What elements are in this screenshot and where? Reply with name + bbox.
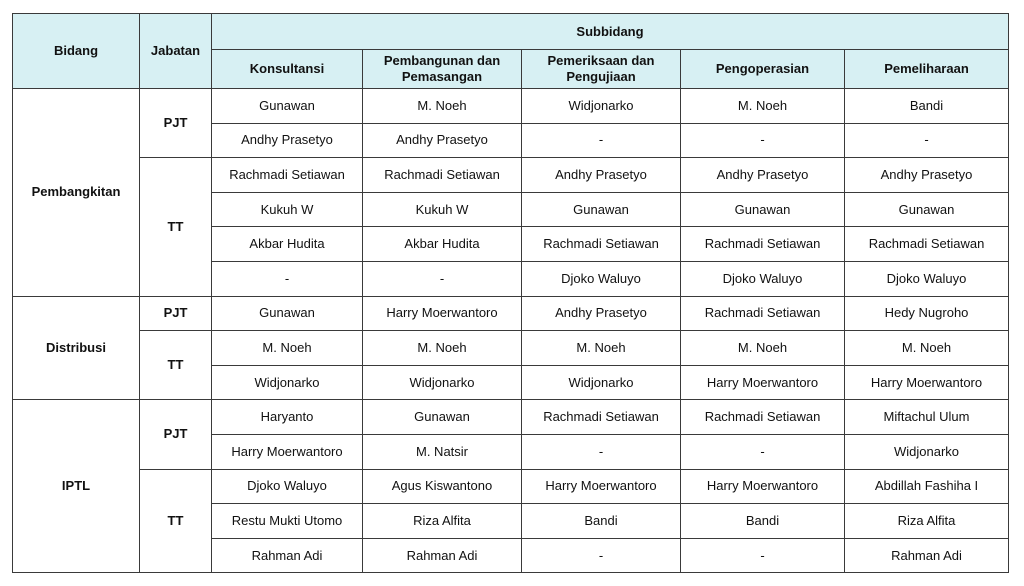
name-cell: Rahman Adi (363, 538, 522, 573)
name-cell: Gunawan (681, 192, 845, 227)
name-cell: M. Noeh (681, 89, 845, 124)
name-cell: Rachmadi Setiawan (681, 296, 845, 331)
name-cell: Bandi (845, 89, 1009, 124)
name-cell: Djoko Waluyo (212, 469, 363, 504)
table-row (13, 400, 1009, 435)
name-cell: Miftachul Ulum (845, 400, 1009, 435)
bidang-cell: Distribusi (13, 296, 140, 400)
name-cell: Djoko Waluyo (845, 261, 1009, 296)
header-subbidang: Subbidang (212, 14, 1009, 50)
name-cell: Abdillah Fashiha I (845, 469, 1009, 504)
header-konsultansi: Konsultansi (212, 50, 363, 89)
name-cell: M. Noeh (363, 89, 522, 124)
name-cell: M. Noeh (363, 331, 522, 366)
name-cell: Rachmadi Setiawan (681, 400, 845, 435)
table-row (13, 296, 1009, 331)
name-cell: Harry Moerwantoro (845, 365, 1009, 400)
name-cell: - (212, 261, 363, 296)
name-cell: Djoko Waluyo (681, 261, 845, 296)
table-row (13, 158, 1009, 193)
name-cell: - (681, 123, 845, 158)
name-cell: Bandi (681, 504, 845, 539)
name-cell: Widjonarko (522, 89, 681, 124)
table-header (13, 14, 1009, 89)
table-row (13, 89, 1009, 124)
jabatan-cell: PJT (140, 296, 212, 331)
name-cell: Rachmadi Setiawan (363, 158, 522, 193)
personnel-table (12, 13, 1009, 573)
name-cell: Gunawan (212, 296, 363, 331)
name-cell: Harry Moerwantoro (681, 469, 845, 504)
header-pembangunan-dan-pemasangan: Pembangunan dan Pemasangan (363, 50, 522, 89)
name-cell: Widjonarko (522, 365, 681, 400)
name-cell: Harry Moerwantoro (212, 434, 363, 469)
jabatan-cell: TT (140, 469, 212, 573)
jabatan-cell: PJT (140, 400, 212, 469)
name-cell: Widjonarko (212, 365, 363, 400)
jabatan-cell: TT (140, 158, 212, 296)
name-cell: Andhy Prasetyo (522, 158, 681, 193)
name-cell: - (363, 261, 522, 296)
name-cell: Rahman Adi (845, 538, 1009, 573)
name-cell: - (845, 123, 1009, 158)
header-bidang: Bidang (13, 14, 140, 89)
name-cell: M. Noeh (522, 331, 681, 366)
name-cell: Gunawan (845, 192, 1009, 227)
name-cell: Agus Kiswantono (363, 469, 522, 504)
name-cell: Harry Moerwantoro (363, 296, 522, 331)
name-cell: Widjonarko (363, 365, 522, 400)
name-cell: Harry Moerwantoro (522, 469, 681, 504)
name-cell: Rachmadi Setiawan (212, 158, 363, 193)
table-row (13, 331, 1009, 366)
name-cell: Harry Moerwantoro (681, 365, 845, 400)
name-cell: Andhy Prasetyo (363, 123, 522, 158)
bidang-cell: Pembangkitan (13, 89, 140, 297)
name-cell: Akbar Hudita (363, 227, 522, 262)
name-cell: Riza Alfita (845, 504, 1009, 539)
personnel-table-container (12, 13, 1009, 573)
name-cell: M. Noeh (845, 331, 1009, 366)
name-cell: Riza Alfita (363, 504, 522, 539)
name-cell: Andhy Prasetyo (845, 158, 1009, 193)
name-cell: Akbar Hudita (212, 227, 363, 262)
name-cell: Hedy Nugroho (845, 296, 1009, 331)
name-cell: Restu Mukti Utomo (212, 504, 363, 539)
name-cell: Rachmadi Setiawan (522, 227, 681, 262)
jabatan-cell: PJT (140, 89, 212, 158)
name-cell: Andhy Prasetyo (681, 158, 845, 193)
name-cell: Rahman Adi (212, 538, 363, 573)
name-cell: - (681, 538, 845, 573)
header-jabatan: Jabatan (140, 14, 212, 89)
name-cell: Bandi (522, 504, 681, 539)
name-cell: - (681, 434, 845, 469)
name-cell: - (522, 123, 681, 158)
name-cell: - (522, 538, 681, 573)
name-cell: Gunawan (522, 192, 681, 227)
name-cell: Rachmadi Setiawan (681, 227, 845, 262)
name-cell: Andhy Prasetyo (212, 123, 363, 158)
name-cell: Kukuh W (212, 192, 363, 227)
name-cell: Andhy Prasetyo (522, 296, 681, 331)
table-body (13, 89, 1009, 573)
name-cell: Rachmadi Setiawan (522, 400, 681, 435)
name-cell: M. Noeh (212, 331, 363, 366)
name-cell: Rachmadi Setiawan (845, 227, 1009, 262)
header-pemeliharaan: Pemeliharaan (845, 50, 1009, 89)
name-cell: Kukuh W (363, 192, 522, 227)
jabatan-cell: TT (140, 331, 212, 400)
name-cell: Haryanto (212, 400, 363, 435)
header-pemeriksaan-dan-pengujiaan: Pemeriksaan dan Pengujiaan (522, 50, 681, 89)
header-pengoperasian: Pengoperasian (681, 50, 845, 89)
name-cell: M. Natsir (363, 434, 522, 469)
name-cell: Widjonarko (845, 434, 1009, 469)
table-row (13, 469, 1009, 504)
bidang-cell: IPTL (13, 400, 140, 573)
name-cell: Djoko Waluyo (522, 261, 681, 296)
name-cell: - (522, 434, 681, 469)
name-cell: M. Noeh (681, 331, 845, 366)
name-cell: Gunawan (212, 89, 363, 124)
name-cell: Gunawan (363, 400, 522, 435)
